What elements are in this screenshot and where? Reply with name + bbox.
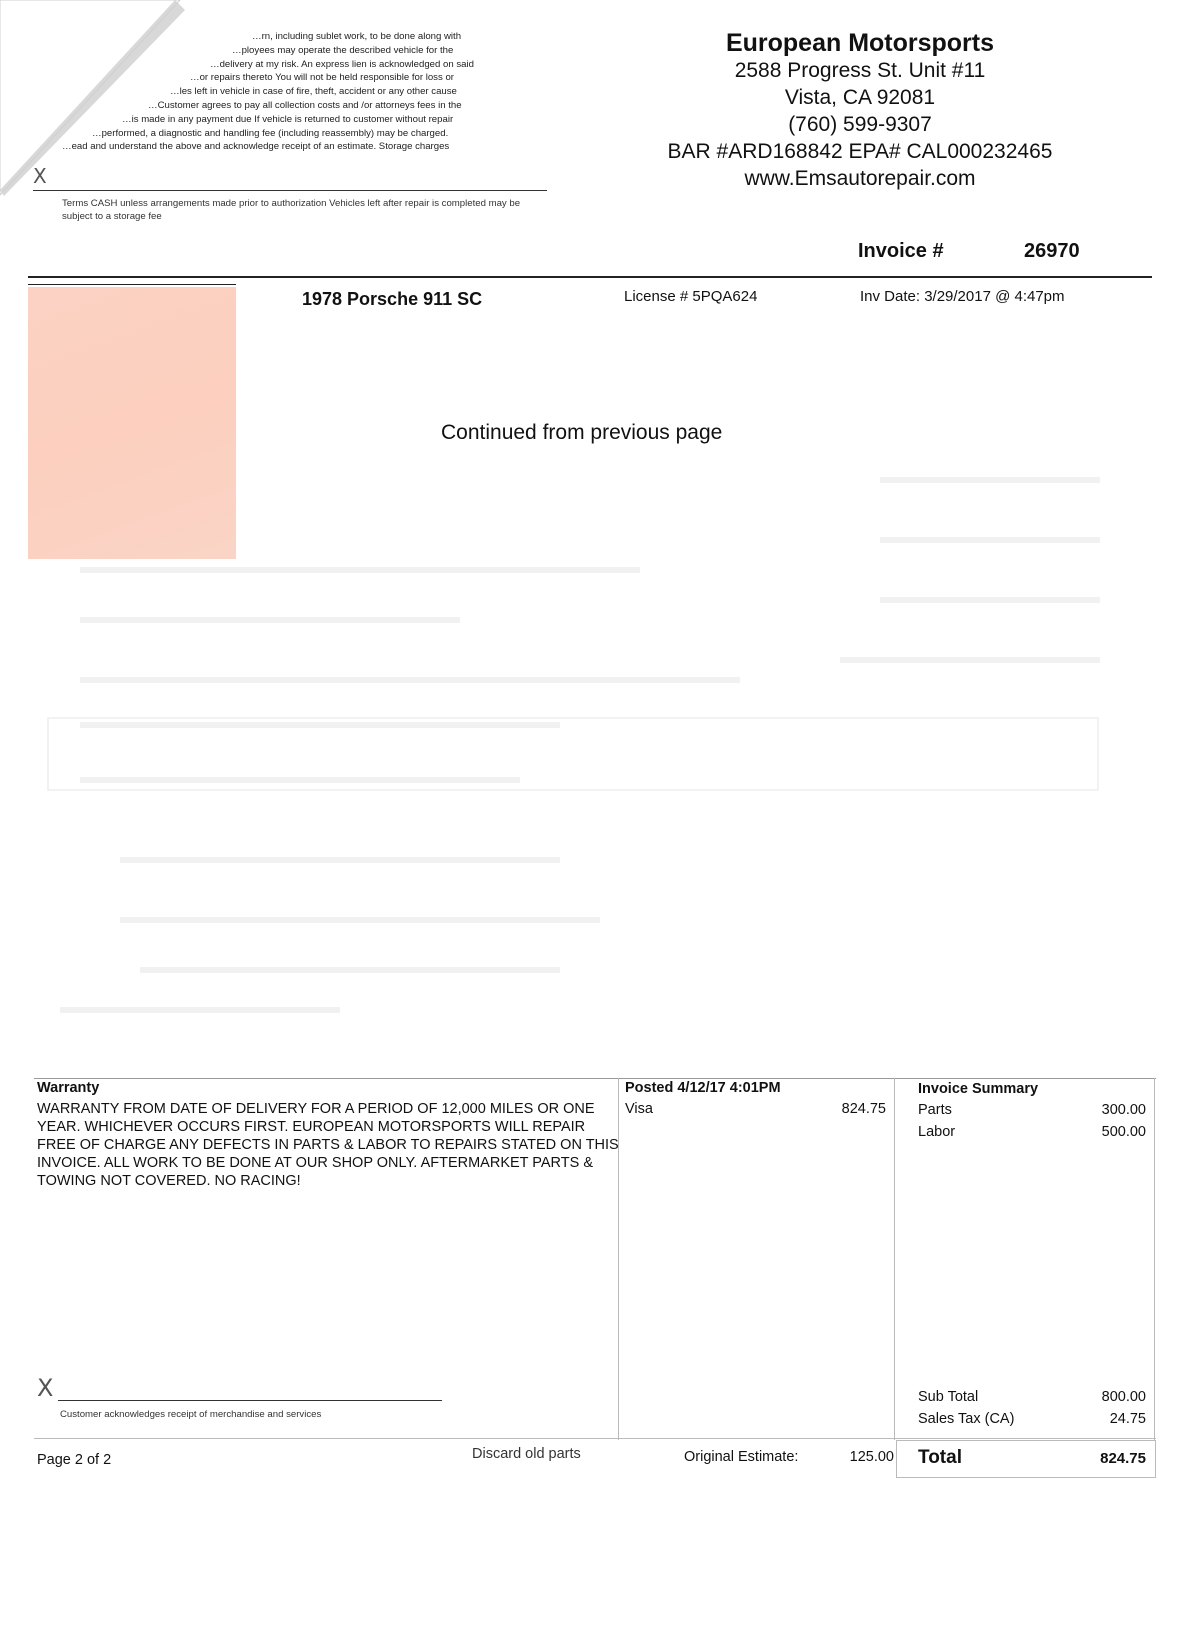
warranty-heading: Warranty xyxy=(37,1080,100,1096)
terms-line: …ployees may operate the described vehicle for the xyxy=(232,44,454,56)
page-number: Page 2 of 2 xyxy=(37,1452,112,1468)
terms-line: …or repairs thereto You will not be held responsible for loss or xyxy=(190,72,454,84)
bottom-box-top-border xyxy=(34,1078,1156,1079)
terms-line: …delivery at my risk. An express lien is acknowledged on said xyxy=(210,58,474,70)
terms-line: …Customer agrees to pay all collection costs and /or attorneys fees in the xyxy=(148,99,462,111)
terms-line: …ead and understand the above and acknowledge receipt of an estimate. Storage charges xyxy=(62,141,450,153)
bottom-box-right-border xyxy=(1154,1078,1155,1440)
bleed-through-texture xyxy=(40,440,1150,1060)
original-estimate-value: 125.00 xyxy=(849,1449,894,1465)
bottom-box-divider-right xyxy=(894,1078,895,1440)
terms-line: …rn, including sublet work, to be done along with xyxy=(252,31,462,42)
company-phone: (760) 599-9307 xyxy=(788,113,932,136)
subtotal-label: Sub Total xyxy=(918,1389,979,1405)
company-header xyxy=(620,30,1100,192)
vehicle-description: 1978 Porsche 911 SC xyxy=(302,289,483,309)
continued-notice: Continued from previous page xyxy=(441,421,723,444)
header-divider xyxy=(28,276,1152,278)
terms-line: …performed, a diagnostic and handling fee (including reassembly) may be charged. xyxy=(92,127,449,139)
terms-signature-x: X xyxy=(33,164,47,188)
sales-tax-label: Sales Tax (CA) xyxy=(918,1411,1015,1427)
discard-old-parts: Discard old parts xyxy=(472,1446,581,1462)
terms-signature-line xyxy=(33,190,547,191)
labor-label: Labor xyxy=(918,1124,956,1140)
terms-footnote: Terms CASH unless arrangements made prior to authorization Vehicles left after repair is completed may be subject to a storage fee xyxy=(62,198,521,222)
redaction-top-line xyxy=(28,284,236,285)
customer-acknowledgement: Customer acknowledges receipt of merchandise and services xyxy=(60,1409,322,1420)
bottom-box-bottom-border xyxy=(34,1438,1156,1439)
terms-paragraph xyxy=(62,30,542,154)
company-address-line1: 2588 Progress St. Unit #11 xyxy=(734,59,986,82)
parts-label: Parts xyxy=(918,1102,952,1118)
company-address-line2: Vista, CA 92081 xyxy=(784,86,936,109)
subtotal-value: 800.00 xyxy=(1101,1389,1146,1405)
payment-method: Visa xyxy=(625,1101,653,1117)
labor-value: 500.00 xyxy=(1101,1124,1146,1140)
terms-line: …is made in any payment due If vehicle is returned to customer without repair xyxy=(122,113,454,125)
license-number: License # 5PQA624 xyxy=(624,288,758,305)
company-website: www.Emsautorepair.com xyxy=(744,167,976,190)
payment-amount: 824.75 xyxy=(841,1101,886,1117)
invoice-number: 26970 xyxy=(1024,240,1080,262)
terms-line: …les left in vehicle in case of fire, theft, accident or any other cause xyxy=(170,86,457,98)
total-value: 824.75 xyxy=(1100,1450,1146,1467)
invoice-summary-heading: Invoice Summary xyxy=(918,1081,1039,1097)
parts-value: 300.00 xyxy=(1101,1102,1146,1118)
company-name: European Motorsports xyxy=(725,29,995,57)
total-label: Total xyxy=(918,1447,962,1468)
company-bar-epa: BAR #ARD168842 EPA# CAL000232465 xyxy=(667,140,1053,163)
customer-signature-x: X xyxy=(37,1374,54,1402)
original-estimate-label: Original Estimate: xyxy=(684,1449,799,1465)
sales-tax-value: 24.75 xyxy=(1109,1411,1146,1427)
payment-posted: Posted 4/12/17 4:01PM xyxy=(625,1080,781,1096)
invoice-label: Invoice # xyxy=(858,240,944,262)
invoice-date: Inv Date: 3/29/2017 @ 4:47pm xyxy=(860,288,1065,305)
customer-signature-line xyxy=(58,1400,442,1401)
warranty-text: WARRANTY FROM DATE OF DELIVERY FOR A PERIOD OF 12,000 MILES OR ONE YEAR. WHICHEVER OCCURS FIRST. EUROPEAN MOTORSPORTS WILL REPAIR FREE OF CHARGE ANY DEFECTS IN PARTS & LABOR TO REPAIRS STATED ON THIS INVOICE. ALL WORK TO BE DONE AT OUR SHOP ONLY. AFTERMARKET PARTS & TOWING NOT COVERED. NO RACING! xyxy=(37,1101,619,1189)
